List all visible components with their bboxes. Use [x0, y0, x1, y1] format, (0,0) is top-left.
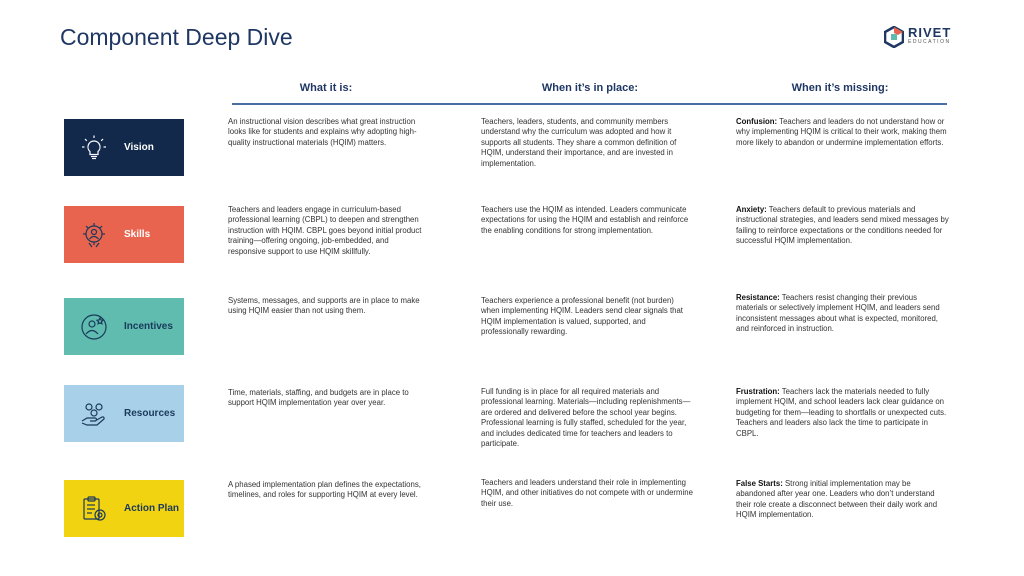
- header-divider: [232, 103, 947, 105]
- missing-term: Confusion:: [736, 117, 778, 126]
- row-tile-action-plan: [64, 480, 184, 537]
- row-tile-vision: [64, 119, 184, 176]
- person-star-icon: [80, 313, 108, 341]
- logo-wordmark: RIVET: [908, 25, 952, 40]
- column-header-in-place: When it’s in place:: [541, 82, 639, 94]
- skills-missing: [736, 205, 950, 247]
- missing-text: Teachers lack the materials needed to fully implement HQIM, and school leaders lack clear guidance on budgeting for them—leading to shortfalls or unexpected cuts. Teachers and leaders also lack the time to participate in CBPL.: [736, 387, 947, 438]
- row-tile-resources: [64, 385, 184, 442]
- action-plan-missing: [736, 479, 950, 521]
- resources-in-place: Full funding is in place for all required materials and professional learning. Materials—including replenishments—are ordered and delivered before the school year begins. Professional learning is fully staffed, scheduled for the year, and includes dedicated time for teachers and leaders to participate.: [481, 387, 691, 449]
- skills-what-it-is: Teachers and leaders engage in curriculum-based professional learning (CBPL) to deepen and strengthen instruction with HQIM. CBPL goes beyond initial product training—offering ongoing, job-embedded, and responsive support to use HQIM skillfully.: [228, 205, 422, 256]
- rivet-mark-icon: [884, 26, 904, 48]
- clipboard-target-icon: [80, 495, 108, 523]
- row-label: Action Plan: [124, 503, 180, 514]
- vision-in-place: Teachers, leaders, students, and community members understand why the curriculum was adopted and how it supports all students. They share a common definition of HQIM, understand their importance, and are invested in implementation.: [481, 117, 677, 168]
- incentives-missing: [736, 293, 950, 335]
- missing-term: Frustration:: [736, 387, 780, 396]
- row-label: Incentives: [124, 321, 173, 332]
- lightbulb-icon: [80, 134, 108, 162]
- row-tile-incentives: [64, 298, 184, 355]
- column-header-missing: When it’s missing:: [791, 82, 889, 94]
- skills-in-place: Teachers use the HQIM as intended. Leaders communicate expectations for using the HQIM and establish and reinforce the enabling conditions for strong implementation.: [481, 205, 689, 235]
- logo-subtitle: EDUCATION: [908, 39, 951, 45]
- incentives-in-place: Teachers experience a professional benefit (not burden) when implementing HQIM. Leaders send clear signals that HQIM implementation is valued, supported, and professionally rewarding.: [481, 296, 683, 337]
- missing-term: Anxiety:: [736, 205, 767, 214]
- vision-what-it-is: An instructional vision describes what great instruction looks like for students and explains why adopting high-quality instructional materials (HQIM) matters.: [228, 117, 417, 147]
- incentives-what-it-is: Systems, messages, and supports are in place to make using HQIM easier than not using them.: [228, 296, 420, 316]
- resources-what-it-is: Time, materials, staffing, and budgets are in place to support HQIM implementation year over year.: [228, 388, 409, 408]
- row-label: Skills: [124, 229, 151, 240]
- missing-term: False Starts:: [736, 479, 783, 488]
- page-title: Component Deep Dive: [60, 24, 293, 50]
- row-label: Vision: [124, 142, 154, 153]
- missing-text: Teachers resist changing their previous materials or selectively implement HQIM, and leaders send inconsistent messages about what is expected, monitored, and reinforced in instruction.: [736, 293, 940, 334]
- column-header-what: What it is:: [299, 82, 353, 94]
- row-tile-skills: [64, 206, 184, 263]
- missing-text: Teachers default to previous materials and instructional strategies, and leaders send mixed messages by failing to reinforce expectations or the conditions needed for successful HQIM implementation.: [736, 205, 949, 246]
- rivet-logo: [884, 26, 964, 50]
- missing-text: Strong initial implementation may be abandoned after year one. Leaders who don’t understand their role create a disconnect between their daily work and HQIM implementation.: [736, 479, 938, 520]
- hand-coins-icon: [80, 400, 108, 428]
- missing-text: Teachers and leaders do not understand how or why implementing HQIM is critical to their work, making them more likely to abandon or undermine implementation efforts.: [736, 117, 947, 147]
- action-plan-what-it-is: A phased implementation plan defines the expectations, timelines, and roles for supporting HQIM at every level.: [228, 480, 421, 500]
- row-label: Resources: [124, 408, 176, 419]
- gear-person-icon: [80, 221, 108, 249]
- missing-term: Resistance:: [736, 293, 780, 302]
- resources-missing: [736, 387, 950, 439]
- vision-missing: [736, 117, 950, 148]
- action-plan-in-place: Teachers and leaders understand their role in implementing HQIM, and other initiatives do not compete with or undermine their use.: [481, 478, 693, 508]
